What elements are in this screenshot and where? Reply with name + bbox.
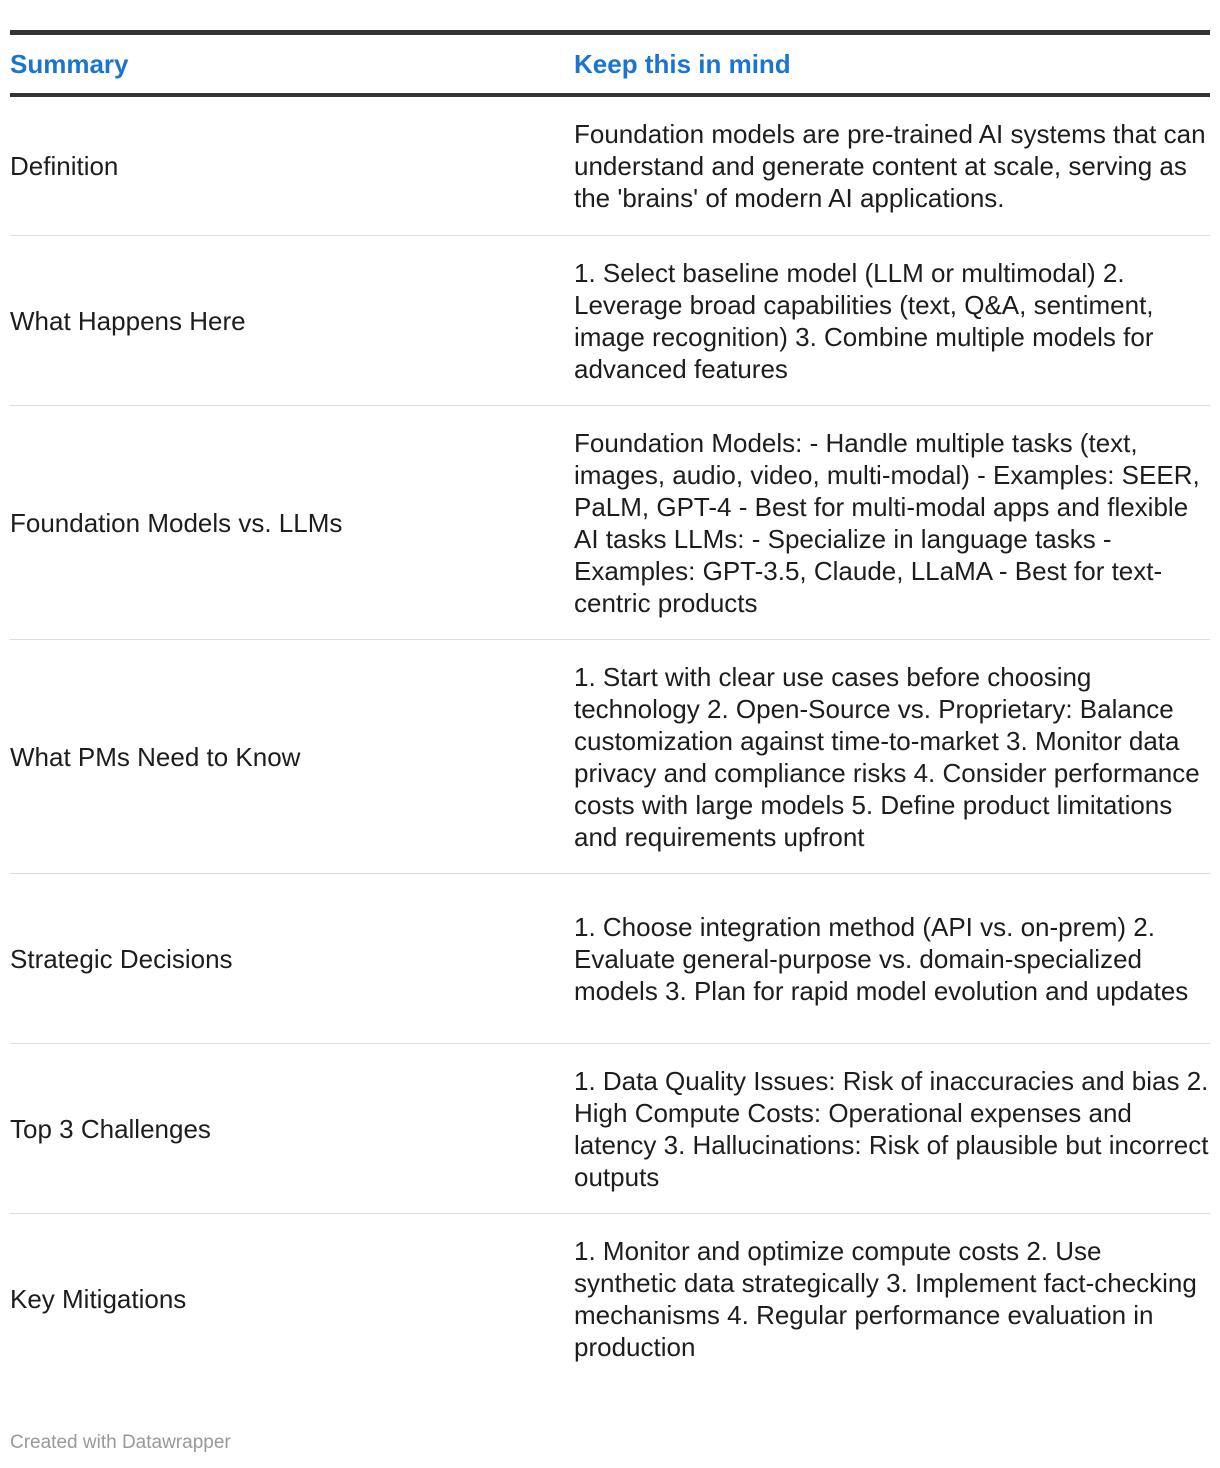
row-text: 1. Choose integration method (API vs. on-prem) 2. Evaluate general-purpose vs. domain-specialized models 3. Plan for rapid model evolution and updates	[574, 911, 1189, 1006]
row-label: Definition	[10, 151, 119, 181]
row-text: Foundation Models: - Handle multiple tasks (text, images, audio, video, multi-modal) - Examples: SEER, PaLM, GPT-4 - Best for multi-modal apps and flexible AI tasks LLMs: - Specialize in language tasks - Examples: GPT-3.5, Claude, LLaMA - Best for text-centric products	[574, 427, 1200, 618]
row-label: Key Mitigations	[10, 1284, 187, 1314]
table-row	[10, 874, 1210, 1044]
row-text: 1. Data Quality Issues: Risk of inaccuracies and bias 2. High Compute Costs: Operational expenses and latency 3. Hallucinations: Risk of plausible but incorrect outputs	[574, 1065, 1209, 1192]
row-label: Foundation Models vs. LLMs	[10, 507, 343, 538]
row-text: Foundation models are pre-trained AI systems that can understand and generate content at scale, serving as the 'brains' of modern AI applications.	[574, 119, 1206, 213]
table-header	[10, 30, 1210, 97]
header-keep-in-mind: Keep this in mind	[574, 48, 791, 79]
table-row	[10, 1044, 1210, 1214]
row-label: What Happens Here	[10, 305, 246, 336]
row-label: Strategic Decisions	[10, 943, 233, 974]
row-label: Top 3 Challenges	[10, 1113, 211, 1144]
summary-table	[10, 30, 1210, 1384]
row-text: 1. Monitor and optimize compute costs 2. Use synthetic data strategically 3. Implement fact-checking mechanisms 4. Regular performance evaluation in production	[574, 1236, 1197, 1362]
datawrapper-credit: Created with Datawrapper	[10, 1432, 231, 1453]
row-text: 1. Select baseline model (LLM or multimodal) 2. Leverage broad capabilities (text, Q&A, sentiment, image recognition) 3. Combine multiple models for advanced features	[574, 257, 1154, 384]
row-label: What PMs Need to Know	[10, 741, 301, 772]
table-row	[10, 640, 1210, 874]
table-row	[10, 406, 1210, 640]
table-row	[10, 97, 1210, 236]
table-row	[10, 236, 1210, 406]
header-summary: Summary	[10, 48, 129, 79]
row-text: 1. Start with clear use cases before choosing technology 2. Open-Source vs. Proprietary: Balance customization against time-to-market 3. Monitor data privacy and compliance risks 4. Consider performance costs with large models 5. Define product limitations and requirements upfront	[574, 661, 1200, 852]
table-row	[10, 1214, 1210, 1384]
